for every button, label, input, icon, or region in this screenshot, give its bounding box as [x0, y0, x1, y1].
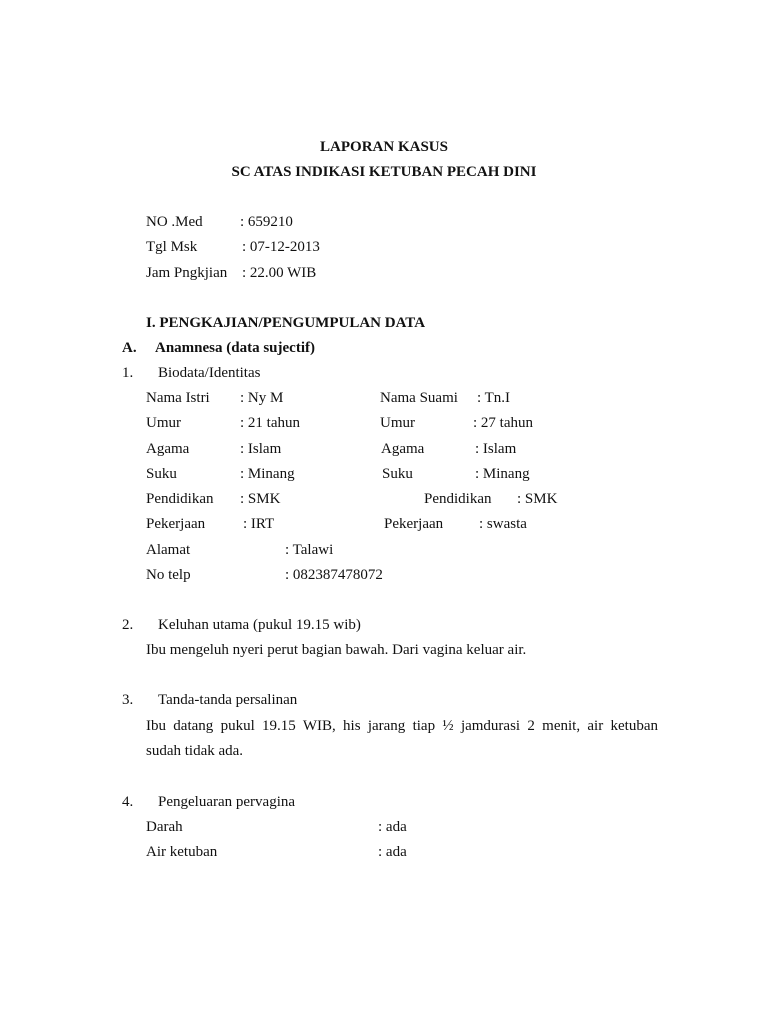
istri-pekerjaan-label: Pekerjaan: [146, 516, 206, 532]
persalinan-text-line-2: sudah tidak ada.: [146, 743, 244, 759]
section-a-title: Anamnesa (data sujectif): [155, 340, 315, 356]
istri-pendidikan-value: : SMK: [240, 491, 281, 507]
suami-agama-label: Agama: [381, 441, 425, 457]
istri-suku-value: : Minang: [240, 466, 295, 482]
suami-pendidikan-value: : SMK: [517, 491, 558, 507]
suami-pekerjaan-label: Pekerjaan: [384, 516, 444, 532]
istri-pendidikan-label: Pendidikan: [146, 491, 214, 507]
darah-value: : ada: [378, 819, 407, 835]
jam-pengkajian-label: Jam Pngkjian: [146, 265, 228, 281]
istri-nama-label: Nama Istri: [146, 390, 210, 406]
alamat-label: Alamat: [146, 542, 191, 558]
istri-agama-value: : Islam: [240, 441, 282, 457]
suami-pekerjaan-value: : swasta: [479, 516, 527, 532]
istri-pekerjaan-value: : IRT: [243, 516, 275, 532]
istri-agama-label: Agama: [146, 441, 190, 457]
item-2-title: Keluhan utama (pukul 19.15 wib): [158, 617, 361, 633]
no-telp-label: No telp: [146, 567, 191, 583]
item-4-number: 4.: [122, 794, 134, 810]
suami-suku-value: : Minang: [475, 466, 530, 482]
istri-umur-label: Umur: [146, 415, 181, 431]
suami-suku-label: Suku: [382, 466, 413, 482]
tgl-msk-value: : 07-12-2013: [242, 239, 320, 255]
item-4-title: Pengeluaran pervagina: [158, 794, 296, 810]
suami-umur-label: Umur: [380, 415, 415, 431]
item-1-number: 1.: [122, 365, 134, 381]
report-title: LAPORAN KASUS: [320, 139, 448, 155]
darah-label: Darah: [146, 819, 183, 835]
item-2-number: 2.: [122, 617, 134, 633]
no-med-value: : 659210: [240, 214, 293, 230]
suami-agama-value: : Islam: [475, 441, 517, 457]
jam-pengkajian-value: : 22.00 WIB: [242, 265, 317, 281]
section-a-marker: A.: [122, 340, 137, 356]
tgl-msk-label: Tgl Msk: [146, 239, 198, 255]
item-1-title: Biodata/Identitas: [158, 365, 261, 381]
no-telp-value: : 082387478072: [285, 567, 383, 583]
suami-umur-value: : 27 tahun: [473, 415, 533, 431]
alamat-value: : Talawi: [285, 542, 334, 558]
air-ketuban-label: Air ketuban: [146, 844, 218, 860]
suami-pendidikan-label: Pendidikan: [424, 491, 492, 507]
no-med-label: NO .Med: [146, 214, 203, 230]
section-i-heading: I. PENGKAJIAN/PENGUMPULAN DATA: [146, 315, 426, 331]
istri-nama-value: : Ny M: [240, 390, 284, 406]
item-3-number: 3.: [122, 692, 134, 708]
istri-suku-label: Suku: [146, 466, 177, 482]
air-ketuban-value: : ada: [378, 844, 407, 860]
suami-nama-value: : Tn.I: [477, 390, 511, 406]
istri-umur-value: : 21 tahun: [240, 415, 300, 431]
report-subtitle: SC ATAS INDIKASI KETUBAN PECAH DINI: [231, 164, 537, 180]
item-3-title: Tanda-tanda persalinan: [158, 692, 298, 708]
persalinan-text-line-1: Ibu datang pukul 19.15 WIB, his jarang tiap ½ jamdurasi 2 menit, air ketuban: [146, 718, 658, 734]
suami-nama-label: Nama Suami: [380, 390, 458, 406]
keluhan-text: Ibu mengeluh nyeri perut bagian bawah. Dari vagina keluar air.: [146, 642, 527, 658]
